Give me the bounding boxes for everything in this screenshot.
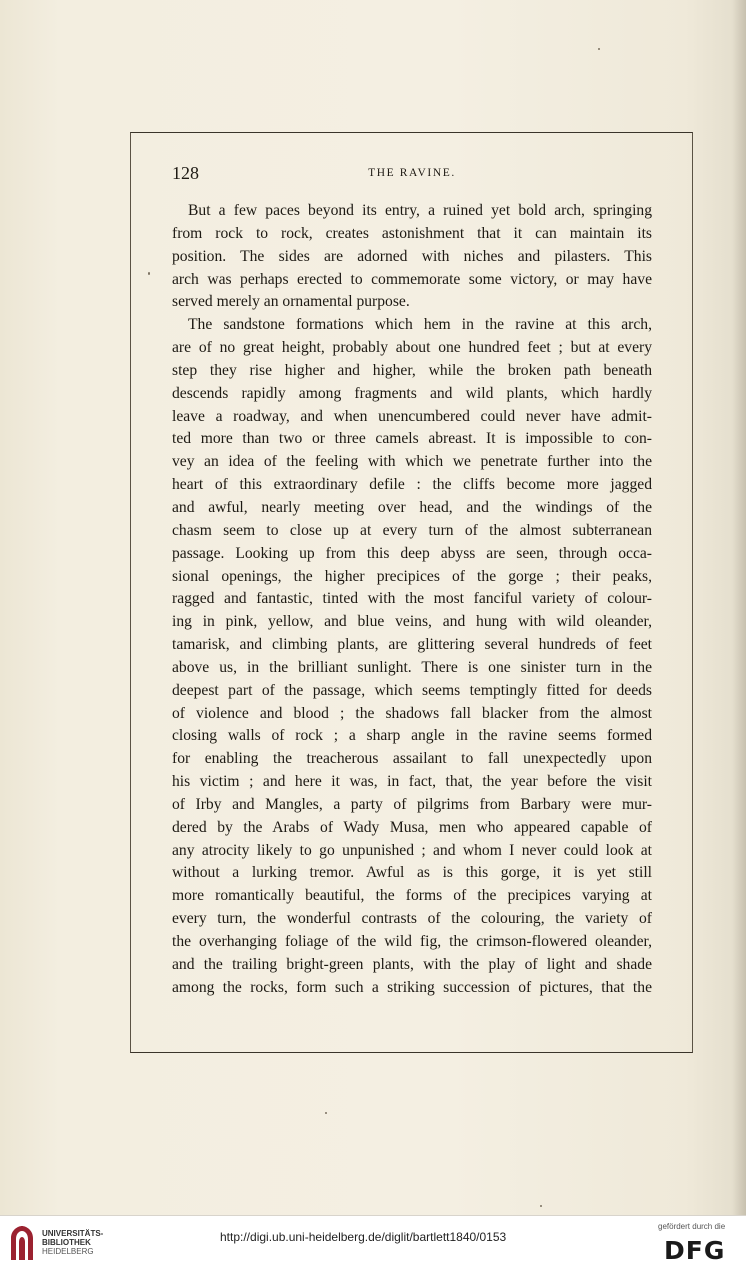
text-line: without a lurking tremor. Awful as is this gorge, it is yet still	[172, 864, 652, 882]
text-line: for enabling the treacherous assailant to fall unexpectedly upon	[172, 750, 652, 768]
paper-speck	[148, 272, 150, 275]
text-line: But a few paces beyond its entry, a ruined yet bold arch, springing	[188, 202, 652, 219]
library-name-line-1: UNIVERSITÄTS-	[42, 1229, 104, 1238]
text-line: vey an idea of the feeling with which we penetrate further into the	[172, 453, 652, 471]
text-line: from rock to rock, creates astonishment that it can maintain its	[172, 224, 652, 242]
text-line: more romantically beautiful, the forms of the precipices varying at	[172, 887, 652, 905]
text-line: deepest part of the passage, which seems temptingly fitted for deeds	[172, 681, 652, 699]
text-line: closing walls of rock ; a sharp angle in the ravine seems formed	[172, 727, 652, 745]
text-line: The sandstone formations which hem in the ravine at this arch,	[188, 316, 652, 334]
text-line: above us, in the brilliant sunlight. There is one sinister turn in the	[172, 658, 652, 676]
heidelberg-library-logo-icon[interactable]	[8, 1224, 36, 1262]
library-name[interactable]	[42, 1229, 103, 1256]
running-head	[172, 163, 652, 185]
text-line: ted more than two or three camels abreast. It is impossible to con-	[172, 430, 652, 448]
text-line: of violence and blood ; the shadows fall blacker from the almost	[172, 704, 652, 722]
text-line: arch was perhaps erected to commemorate some victory, or may have	[172, 270, 652, 288]
text-line: every turn, the wonderful contrasts of the colouring, the variety of	[172, 910, 652, 928]
paper-speck	[540, 1205, 542, 1207]
text-line: step they rise higher and higher, while the broken path beneath	[172, 361, 652, 379]
text-line: tamarisk, and climbing plants, are glittering several hundreds of feet	[172, 636, 652, 654]
text-line: served merely an ornamental purpose.	[172, 293, 410, 311]
text-line: his victim ; and here it was, in fact, that, the year before the visit	[172, 773, 652, 791]
text-line: and the trailing bright-green plants, with the play of light and shade	[172, 955, 652, 973]
library-name-line-2: BIBLIOTHEK	[42, 1238, 91, 1247]
text-line: any atrocity likely to go unpunished ; and whom I never could look at	[172, 841, 652, 859]
text-line: are of no great height, probably about one hundred feet ; but at every	[172, 339, 652, 357]
text-line: ragged and fantastic, tinted with the most fanciful variety of colour-	[172, 590, 652, 608]
body-text	[172, 200, 652, 1000]
text-line: dered by the Arabs of Wady Musa, men who appeared capable of	[172, 818, 652, 836]
page-gutter-shadow	[732, 0, 746, 1215]
text-line: chasm seem to close up at every turn of the almost subterranean	[172, 521, 652, 539]
text-line: the overhanging foliage of the wild fig, the crimson-flowered oleander,	[172, 933, 652, 950]
dfg-logo[interactable]: DFG	[664, 1236, 726, 1265]
text-line: of Irby and Mangles, a party of pilgrims from Barbary were mur-	[172, 795, 652, 813]
text-line: heart of this extraordinary defile : the cliffs become more jagged	[172, 476, 652, 494]
text-line: and awful, nearly meeting over head, and the windings of the	[172, 498, 652, 516]
text-line: sional openings, the higher precipices of the gorge ; their peaks,	[172, 567, 652, 585]
text-line: ing in pink, yellow, and blue veins, and hung with wild oleander,	[172, 613, 652, 631]
paper-speck	[598, 48, 600, 50]
text-line: leave a roadway, and when unencumbered could never have admit-	[172, 407, 652, 425]
text-line: among the rocks, form such a striking succession of pictures, that the	[172, 978, 652, 996]
running-title: THE RAVINE.	[368, 167, 456, 179]
text-line: position. The sides are adorned with niches and pilasters. This	[172, 247, 652, 265]
funded-by-label: gefördert durch die	[658, 1222, 726, 1231]
text-line: descends rapidly among fragments and wild plants, which hardly	[172, 384, 652, 402]
paper-speck	[325, 1112, 327, 1114]
text-line: passage. Looking up from this deep abyss are seen, through occa-	[172, 544, 652, 562]
page-number: 128	[172, 163, 199, 183]
permalink-url[interactable]: http://digi.ub.uni-heidelberg.de/diglit/bartlett1840/0153	[220, 1230, 507, 1244]
library-city: HEIDELBERG	[42, 1247, 94, 1256]
